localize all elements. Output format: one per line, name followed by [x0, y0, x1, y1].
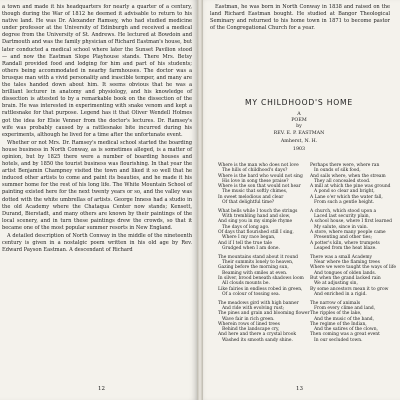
poem-stanza: [310, 163, 396, 205]
right-page: [198, 0, 400, 400]
poem-line: And sails where, when the stream: [310, 173, 386, 179]
poem-line: What bells while I touch the strings: [218, 208, 298, 214]
poem-line: Wave fair in rich green.: [222, 316, 275, 322]
poem-line: A potter's kiln, where trumpets: [310, 240, 380, 246]
poem-line: We at adjusting sin,: [314, 281, 358, 287]
poem-line: The pines and grain and blooming flower: [218, 311, 310, 317]
paragraph: Whether or not Mrs. Dr. Ramsey's medical school started the boarding house business in North Conway, as is sometimes alleged, is a matter of opinion, but by 1825 there were a number of boarding houses and hotels, and by 1850 the tourist business was flourishing. In that year the artist Benjamin Champney visited the town and liked it so well that he induced other artists to come and paint its beauties, and he made it his summer home for the rest of his long life. The White Mountain School of painting existed here for the next twenty years or so, and the valley was dotted with the white umbrellas of artists. George Inness had a studio in the old Academy where the Chataqua Center now stands; Kensett, Durand, Bierstadt, and many others are known by their paintings of the local scenery, and in turn these paintings drew the crowds, so that it became one of the most popular summer resorts in New England.: [2, 139, 192, 231]
poem-line: The narrow of animals: [310, 300, 361, 306]
poem-line: A mill at which the pine was ground: [310, 184, 391, 190]
poem-line: And if I tell the true tale: [218, 240, 272, 246]
poem-line: In sweet melodious and clear: [218, 194, 284, 200]
poem-line: And here and there a crystal brook: [218, 332, 297, 338]
poem-line: His love in song these praise?: [222, 178, 289, 184]
poem-line: Behind the landscape cry,: [222, 327, 280, 333]
poem-line: The mountains stand about it round: [218, 254, 298, 260]
poem-line: Beaming with smiles at even.: [222, 270, 288, 276]
poem-line: A pond so clear and bright,: [314, 189, 375, 195]
poem-line: The ripples of the lake,: [310, 311, 362, 317]
poem-line: A Lane o'er which the water fall,: [310, 194, 383, 200]
poem-line: A store, where many people came: [310, 230, 386, 236]
left-page: [0, 0, 198, 400]
poem-by: by: [296, 124, 302, 129]
poem-line: The music that softly chimes,: [222, 189, 288, 195]
poem-line: Near where the flaming trees: [314, 260, 380, 266]
poem-stanza: [310, 255, 396, 297]
poem-line: In ounds of silk food,: [314, 168, 361, 174]
poem-stanza: [218, 209, 304, 251]
poem-line: The regime of the Indian,: [310, 321, 367, 327]
poem-line: With trembling hand and slow,: [222, 214, 291, 220]
poem-label: A: [297, 112, 301, 117]
poem-line: Of a colour of tossing sea.: [222, 291, 280, 297]
poem-line: Of days that flourished still I sing,: [218, 230, 294, 236]
poem-line: They all concealed stood.: [314, 178, 371, 184]
poem-stanza: [218, 255, 304, 297]
poem-line: Grudged when I am done.: [222, 245, 280, 251]
poem-line: Leaped from the heat blaze.: [314, 245, 377, 251]
poem-line: By some ancestors mean it to grow: [310, 286, 389, 292]
poem-line: The days of long ago.: [222, 224, 270, 230]
poem-line: In our secluded town.: [314, 337, 363, 343]
poem-line: And the music of the band,: [314, 316, 375, 322]
poem-line: And ride with evolving rust;: [222, 305, 285, 311]
left-page-body: [2, 4, 192, 255]
poem-column-right: [310, 163, 396, 347]
poem-line: Wherein rows of lined trees: [218, 321, 280, 327]
poem-column-left: [218, 163, 310, 347]
page-number: 13: [296, 386, 303, 392]
page-number: 12: [98, 386, 105, 392]
poem-line: And the satires of the clown,: [314, 327, 378, 333]
poem-title: MY CHILDHOOD'S HOME: [244, 98, 353, 107]
poem-line: There was a small Academy: [310, 254, 373, 260]
poem-stanza: [218, 300, 310, 343]
poem-line: Where we were taught the ways of life: [310, 265, 397, 271]
poem-year: 1903: [292, 147, 306, 152]
paragraph: Eastman, he was born in North Conway in 1838 and raised on the land Richard Eastman bought. He studied at Bangor Theological Seminary and returned to his home town in 1871 to become pastor of the Congregational Church for a year.: [210, 4, 390, 32]
poem-author: REV. E. P. EASTMAN: [273, 131, 325, 136]
poem-line: Like fairies in endless robed in green,: [218, 286, 303, 292]
poem-line: And sing you in my simple rhyme: [218, 219, 293, 225]
poem-body: [218, 163, 396, 347]
poem-line: Where is the man who does not love: [218, 163, 299, 168]
poem-line: Where is the bard who would not sing: [218, 173, 303, 179]
poem-line: And tongues of olden lands.: [314, 270, 376, 276]
poem-line: Where is the son that would not hear: [218, 184, 301, 190]
paragraph: a town and made it his headquarters for nearly a quarter of a century, though during the War of 1812 he deemed it advisable to return to his native land. He was Dr. Alexander Ramsey, who had studied medicine under professor at the University of Edinburgh and received a medical degree from the University of St. Andrews. He lectured at Bowdoin and Dartmouth and was the family physician of Richard Eastman's house, but later conducted a medical school where later the Sunset Pavilion stood — and now the Eastman Slope Playhouse stands. There Mrs. Betsy Randall provided food and lodging for him and part of his students; others being accommodated in nearby farmhouses. The doctor was a brusque man with a vivid personality and irascible temper, and many are the tales handed down about him. It seems obvious that he was a brilliant lecturer in anatomy and physiology, and his knowledge of dissection is attested to by a remarkable book on the dissection of the brain. He was interested in experimenting with snake venom and kept a rattlesnake for that purpose. Legend has it that Oliver Wendell Holmes got the idea for Elsie Venner from the doctor's lectures. Dr. Ramsey's wife was probably caused by a rattlesnake bite incurred during his experiments, although he lived for a time after the unfortunate event.: [2, 4, 192, 138]
poem-line: Then coming was a great event: [310, 332, 380, 338]
poem-line: Their summits lonely to heaven,: [222, 260, 294, 266]
right-page-intro: [210, 4, 390, 32]
poem-line: From every clime and land,: [314, 305, 376, 311]
poem-line: And enriched in a rigid.: [314, 291, 367, 297]
poem-stanza: [310, 209, 396, 251]
poem-line: A school house, where I first learned: [310, 219, 392, 225]
poem-line: The meadows gird with high banner: [218, 300, 299, 306]
poem-line: Presenting and other ties;: [314, 235, 373, 241]
poem-line: In silver, brood beneath shadows loom: [218, 275, 304, 281]
poem-line: But when the grand lacked rain: [310, 275, 381, 281]
poem-stanza: [310, 301, 396, 343]
paragraph: A detailed description of North Conway in the middle of the nineteenth century is given in a nostalgic poem written in his old age by Rev. Edward Payson Eastman. A descendant of Richard: [2, 233, 192, 254]
poem-line: Of that delightful time?: [222, 200, 275, 206]
poem-line: Where I my race began,: [222, 235, 276, 241]
poem-stanza: [218, 163, 304, 205]
poem-label-2: POEM: [291, 118, 307, 123]
poem-line: Perhaps there were, where ran: [310, 163, 380, 168]
poem-line: Gazing before the morning sun,: [218, 265, 289, 271]
poem-line: From such a gentle height.: [314, 200, 375, 206]
poem-place: Amherst, N. H.: [280, 139, 318, 144]
poem-line: All clouds mounts be.: [222, 281, 270, 287]
poem-line: My salute, since in vain.: [314, 224, 368, 230]
poem-line: The hills of childhood's days?: [222, 168, 288, 174]
poem-line: Laced last security plain,: [314, 214, 370, 220]
book-gutter: [197, 0, 203, 400]
poem-line: Washed its smooth sandy shine.: [222, 337, 293, 343]
poem-line: A church, which stood upon a: [310, 208, 377, 214]
